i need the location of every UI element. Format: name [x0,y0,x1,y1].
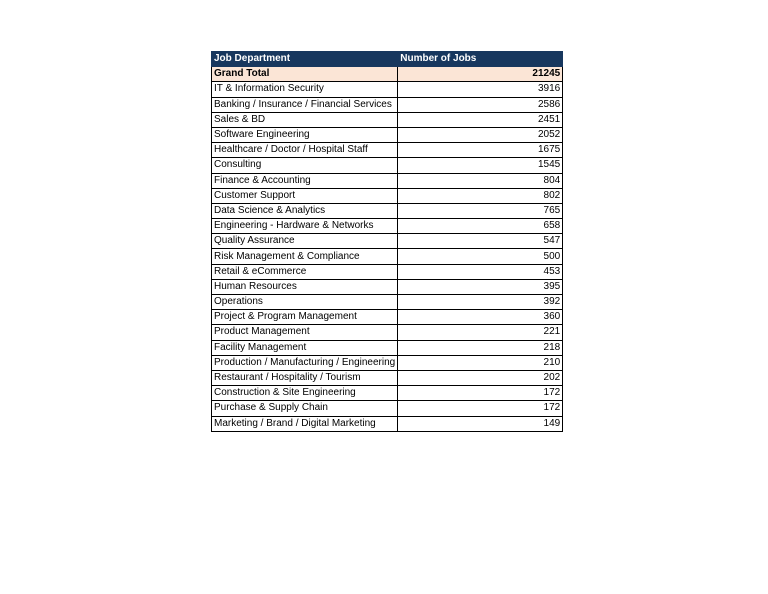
cell-job-department: Purchase & Supply Chain [212,401,398,416]
grand-total-label: Grand Total [212,67,398,82]
table-row [212,203,563,218]
table-row [212,279,563,294]
cell-number-of-jobs: 210 [398,355,563,370]
cell-job-department: Construction & Site Engineering [212,386,398,401]
table-row [212,370,563,385]
cell-number-of-jobs: 172 [398,401,563,416]
cell-number-of-jobs: 658 [398,219,563,234]
cell-job-department: Risk Management & Compliance [212,249,398,264]
cell-job-department: Customer Support [212,188,398,203]
cell-job-department: Banking / Insurance / Financial Services [212,97,398,112]
cell-number-of-jobs: 202 [398,370,563,385]
cell-number-of-jobs: 2052 [398,127,563,142]
cell-number-of-jobs: 3916 [398,82,563,97]
table-row [212,158,563,173]
table-row [212,234,563,249]
table-row [212,173,563,188]
cell-number-of-jobs: 2586 [398,97,563,112]
cell-number-of-jobs: 1545 [398,158,563,173]
table-row [212,325,563,340]
cell-job-department: Consulting [212,158,398,173]
cell-number-of-jobs: 802 [398,188,563,203]
cell-number-of-jobs: 218 [398,340,563,355]
table-row [212,340,563,355]
table-row [212,416,563,431]
cell-job-department: Quality Assurance [212,234,398,249]
table-row [212,188,563,203]
cell-number-of-jobs: 765 [398,203,563,218]
header-number-of-jobs: Number of Jobs [398,52,563,67]
cell-job-department: Production / Manufacturing / Engineering [212,355,398,370]
cell-number-of-jobs: 395 [398,279,563,294]
cell-job-department: Engineering - Hardware & Networks [212,219,398,234]
table-row [212,219,563,234]
cell-number-of-jobs: 500 [398,249,563,264]
table-header-row [212,52,563,67]
table-row [212,249,563,264]
cell-job-department: Finance & Accounting [212,173,398,188]
table-row [212,295,563,310]
cell-job-department: Retail & eCommerce [212,264,398,279]
table-body [212,67,563,432]
cell-number-of-jobs: 804 [398,173,563,188]
table-row [212,355,563,370]
table-row [212,127,563,142]
job-department-table [211,51,563,432]
cell-job-department: Human Resources [212,279,398,294]
cell-number-of-jobs: 360 [398,310,563,325]
cell-number-of-jobs: 453 [398,264,563,279]
cell-number-of-jobs: 547 [398,234,563,249]
cell-job-department: Operations [212,295,398,310]
cell-job-department: Software Engineering [212,127,398,142]
table-row [212,401,563,416]
table-row [212,97,563,112]
cell-number-of-jobs: 1675 [398,143,563,158]
grand-total-value: 21245 [398,67,563,82]
cell-job-department: Marketing / Brand / Digital Marketing [212,416,398,431]
cell-job-department: Project & Program Management [212,310,398,325]
table-row [212,264,563,279]
table-row [212,386,563,401]
cell-number-of-jobs: 221 [398,325,563,340]
cell-job-department: Facility Management [212,340,398,355]
header-job-department: Job Department [212,52,398,67]
table-row [212,112,563,127]
cell-job-department: Sales & BD [212,112,398,127]
cell-number-of-jobs: 392 [398,295,563,310]
cell-job-department: Healthcare / Doctor / Hospital Staff [212,143,398,158]
cell-number-of-jobs: 2451 [398,112,563,127]
table-row [212,82,563,97]
cell-job-department: Product Management [212,325,398,340]
table-row [212,143,563,158]
cell-job-department: Data Science & Analytics [212,203,398,218]
table-row [212,310,563,325]
grand-total-row [212,67,563,82]
cell-number-of-jobs: 172 [398,386,563,401]
cell-number-of-jobs: 149 [398,416,563,431]
cell-job-department: IT & Information Security [212,82,398,97]
cell-job-department: Restaurant / Hospitality / Tourism [212,370,398,385]
